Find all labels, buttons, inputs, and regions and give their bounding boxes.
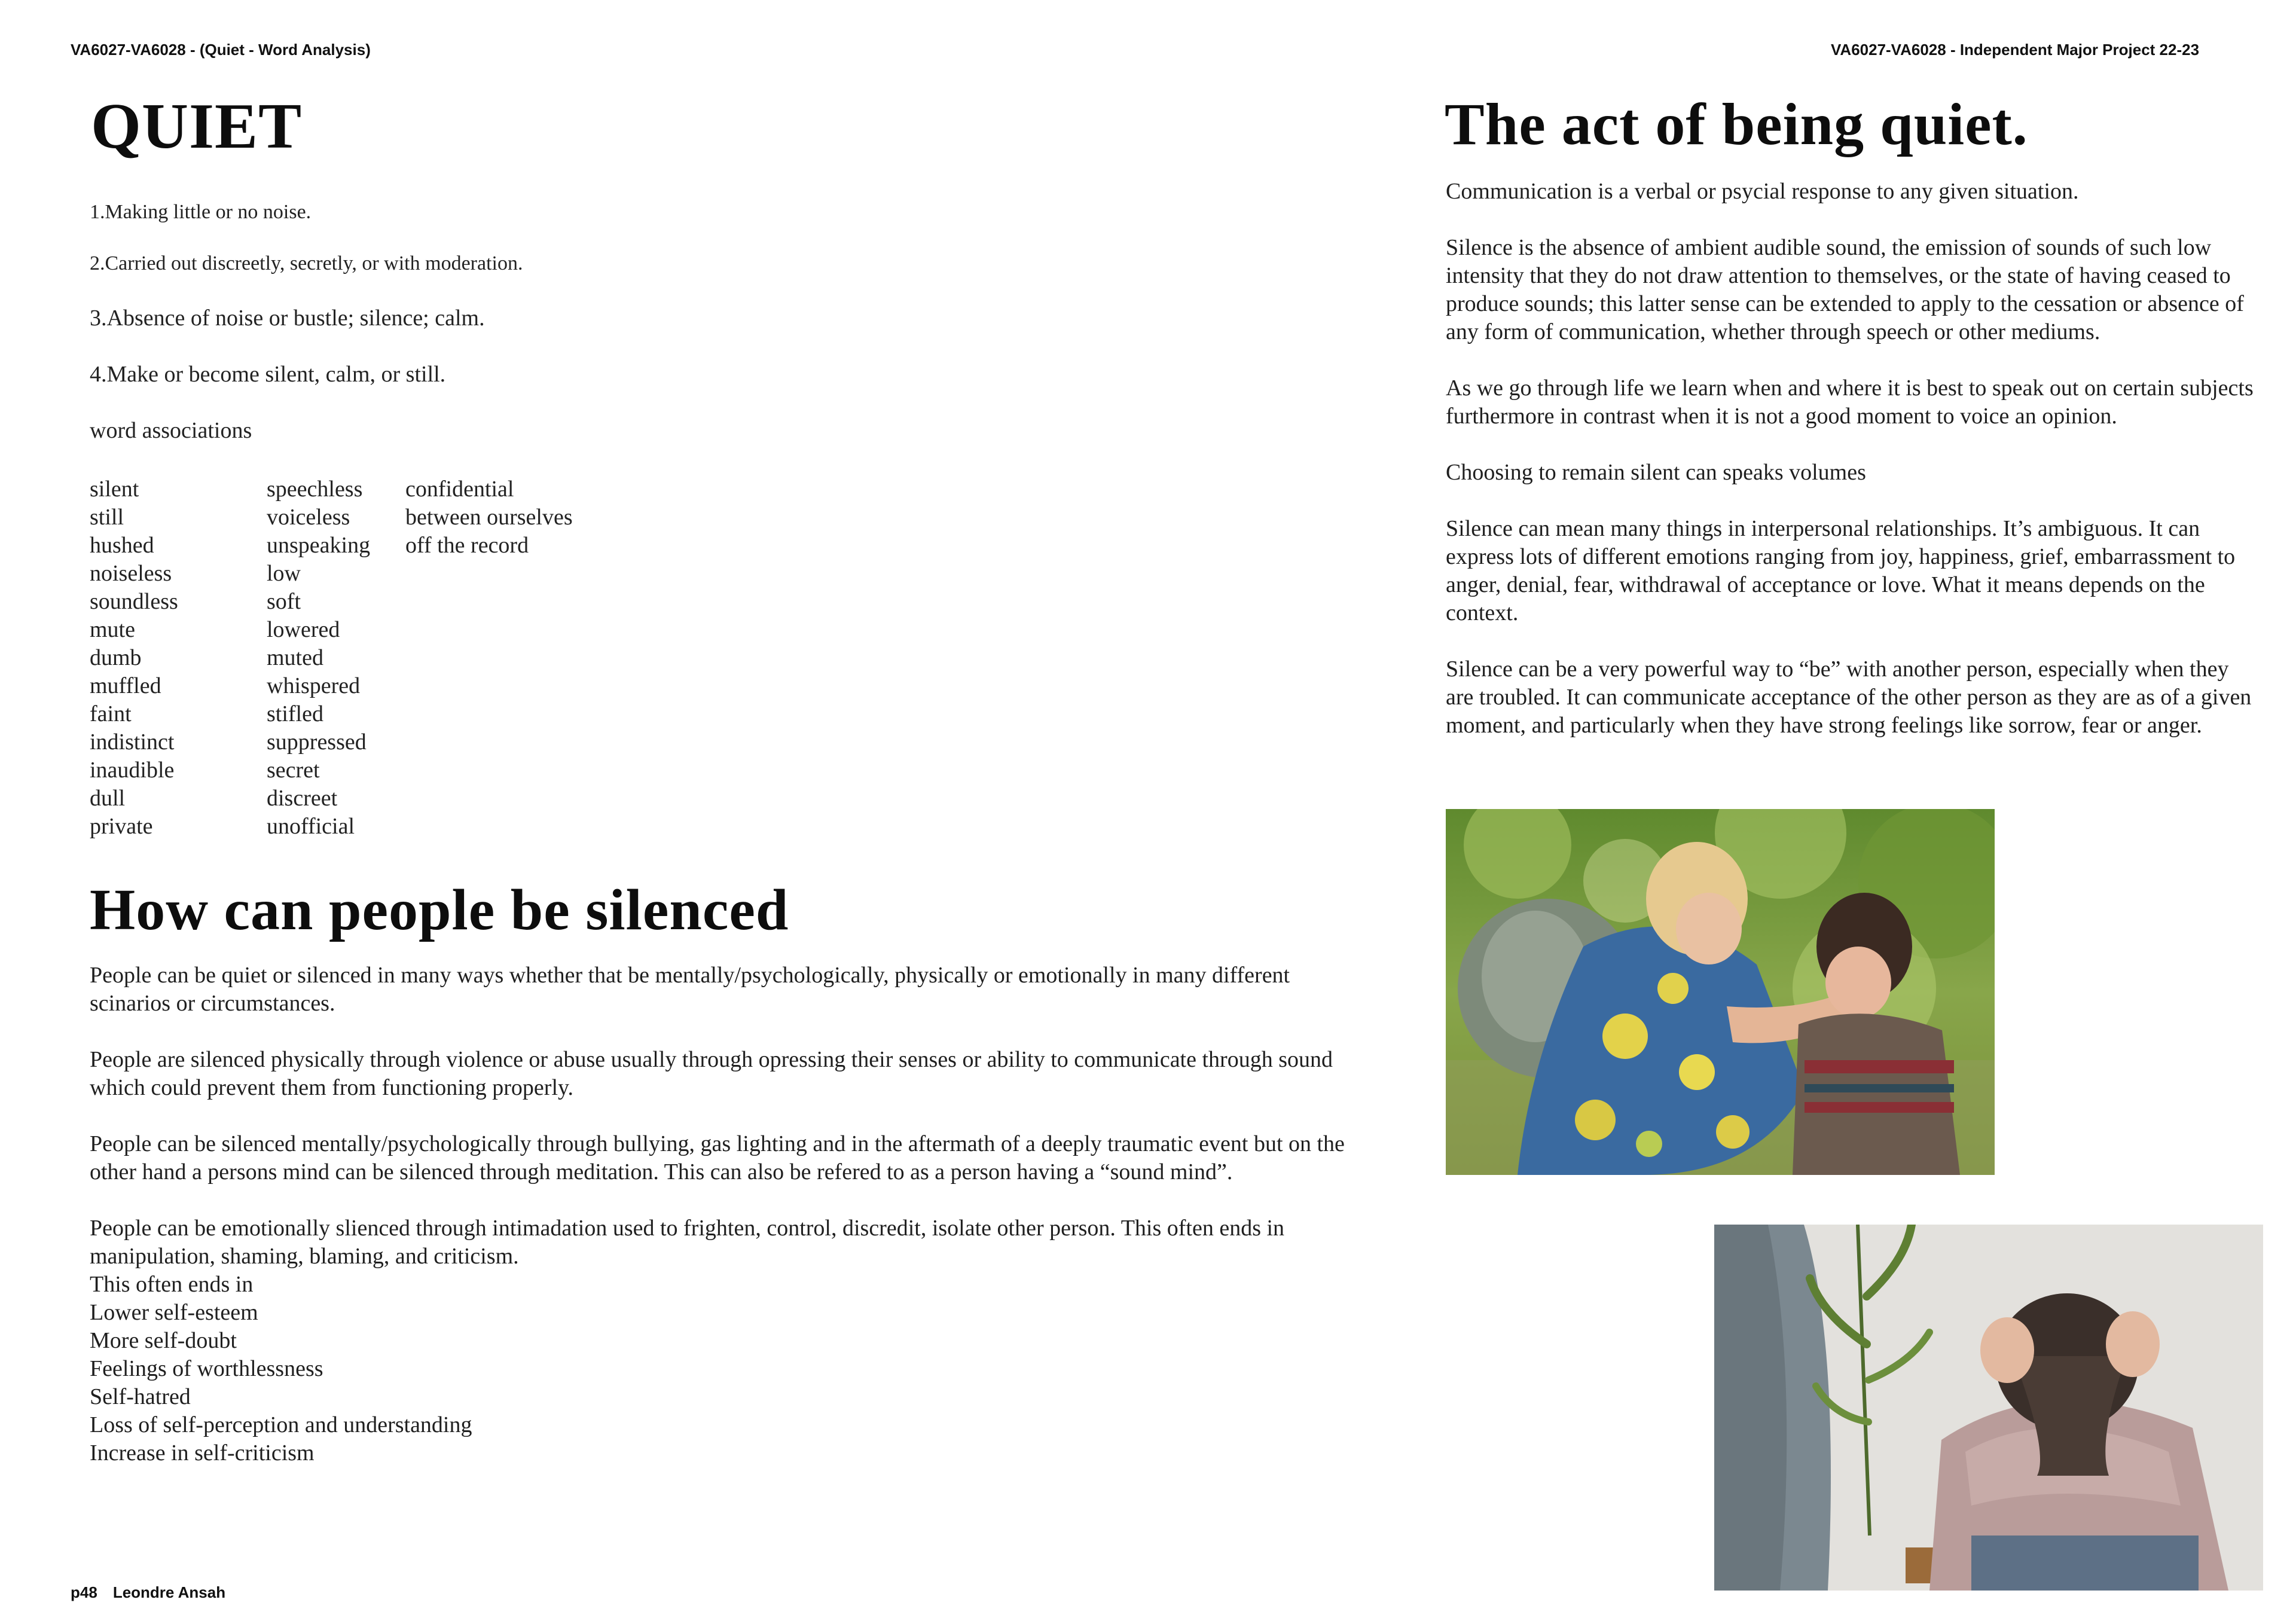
association-word: speechless bbox=[267, 477, 363, 502]
effect-item: Increase in self-criticism bbox=[90, 1440, 315, 1466]
association-word: muffled bbox=[90, 673, 161, 698]
association-word: indistinct bbox=[90, 729, 175, 755]
association-word: suppressed bbox=[267, 729, 367, 755]
being-quiet-body bbox=[1446, 178, 2259, 768]
definition-2: 2.Carried out discreetly, secretly, or with moderation. bbox=[90, 252, 523, 274]
definition-1: 1.Making little or no noise. bbox=[90, 201, 312, 223]
association-word: still bbox=[90, 505, 124, 530]
association-word: unspeaking bbox=[267, 533, 371, 558]
body-paragraph: Silence can mean many things in interpersonal relationships. It’s ambiguous. It can express lots of different emotions ranging from joy, happiness, grief, embarrassment to anger, denial, fear, withdrawal of acceptance or love. What it means depends on the context. bbox=[1446, 516, 2236, 625]
page-number: p48 bbox=[71, 1583, 97, 1601]
association-word: private bbox=[90, 814, 153, 839]
photo-woman-covering-boys-mouth bbox=[1446, 809, 1995, 1175]
body-paragraph: As we go through life we learn when and where it is best to speak out on certain subjects furthermore in contrast when it is not a good moment to voice an opinion. bbox=[1446, 376, 2254, 429]
association-word: whispered bbox=[267, 673, 361, 698]
association-word: discreet bbox=[267, 786, 338, 811]
association-word: lowered bbox=[267, 617, 340, 642]
silenced-body bbox=[90, 961, 1345, 1467]
association-word: between ourselves bbox=[405, 505, 573, 530]
association-word: soft bbox=[267, 589, 301, 614]
right-page-title: The act of being quiet. bbox=[1445, 91, 2028, 157]
effects-list bbox=[90, 1271, 1345, 1467]
association-word: confidential bbox=[405, 477, 514, 502]
effect-item: Loss of self-perception and understanding bbox=[90, 1412, 472, 1437]
author-name: Leondre Ansah bbox=[112, 1583, 226, 1601]
association-word: noiseless bbox=[90, 561, 172, 586]
section-title: How can people be silenced bbox=[90, 878, 789, 942]
association-word: silent bbox=[90, 477, 139, 502]
effect-item: Feelings of worthlessness bbox=[90, 1356, 323, 1381]
effects-intro: This often ends in bbox=[90, 1272, 254, 1297]
body-paragraph: Silence is the absence of ambient audible sound, the emission of sounds of such low intensity that they do not draw attention to themselves, or the state of having ceased to produce sounds; this latter sense can be extended to apply to the cessation or absence of any form of communication, whether through speech or other mediums. bbox=[1446, 235, 2244, 344]
association-word: stifled bbox=[267, 701, 323, 726]
body-paragraph: People are silenced physically through violence or abuse usually through opressing their senses or ability to communicate through sound which could prevent them from functioning properly. bbox=[90, 1047, 1333, 1100]
definition-3: 3.Absence of noise or bustle; silence; calm. bbox=[90, 306, 485, 331]
word-associations-label: word associations bbox=[90, 418, 252, 443]
effect-item: Self-hatred bbox=[90, 1384, 191, 1409]
running-header-left: VA6027-VA6028 - (Quiet - Word Analysis) bbox=[71, 41, 371, 59]
page-footer bbox=[71, 1583, 225, 1602]
body-paragraph: Choosing to remain silent can speaks volumes bbox=[1446, 460, 1866, 485]
photo-room-illustration bbox=[1714, 1225, 2263, 1591]
associations-column-1 bbox=[90, 475, 178, 841]
body-paragraph: People can be quiet or silenced in many ways whether that be mentally/psychologically, physically or emotionally in many different scinarios or circumstances. bbox=[90, 963, 1290, 1016]
association-word: hushed bbox=[90, 533, 154, 558]
association-word: dull bbox=[90, 786, 126, 811]
photo-field-illustration bbox=[1446, 809, 1995, 1175]
photo-distressed-woman bbox=[1714, 1225, 2263, 1591]
running-header-right: VA6027-VA6028 - Independent Major Project 22-23 bbox=[1831, 41, 2200, 59]
association-word: unofficial bbox=[267, 814, 355, 839]
association-word: voiceless bbox=[267, 505, 350, 530]
association-word: muted bbox=[267, 645, 323, 670]
body-paragraph: Communication is a verbal or psycial response to any given situation. bbox=[1446, 179, 2079, 204]
association-word: dumb bbox=[90, 645, 142, 670]
effect-item: More self-doubt bbox=[90, 1328, 237, 1353]
association-word: faint bbox=[90, 701, 132, 726]
body-paragraph: People can be emotionally slienced through intimadation used to frighten, control, discredit, isolate other person. This often ends in manipulation, shaming, blaming, and criticism. bbox=[90, 1216, 1285, 1269]
page-title: QUIET bbox=[91, 91, 303, 162]
association-word: off the record bbox=[405, 533, 529, 558]
body-paragraph: People can be silenced mentally/psychologically through bullying, gas lighting and in the aftermath of a deeply traumatic event but on the other hand a persons mind can be silenced through meditation. This can also be refered to as a person having a “sound mind”. bbox=[90, 1131, 1345, 1185]
associations-column-2 bbox=[267, 475, 370, 841]
association-word: inaudible bbox=[90, 758, 175, 783]
effect-item: Lower self-esteem bbox=[90, 1300, 258, 1325]
association-word: low bbox=[267, 561, 301, 586]
association-word: soundless bbox=[90, 589, 178, 614]
association-word: secret bbox=[267, 758, 320, 783]
body-paragraph: Silence can be a very powerful way to “be” with another person, especially when they are troubled. It can communicate acceptance of the other person as they are as of a given moment, and particularly when they have strong feelings like sorrow, fear or anger. bbox=[1446, 657, 2252, 738]
definition-4: 4.Make or become silent, calm, or still. bbox=[90, 362, 446, 387]
associations-column-3 bbox=[405, 475, 573, 560]
association-word: mute bbox=[90, 617, 135, 642]
